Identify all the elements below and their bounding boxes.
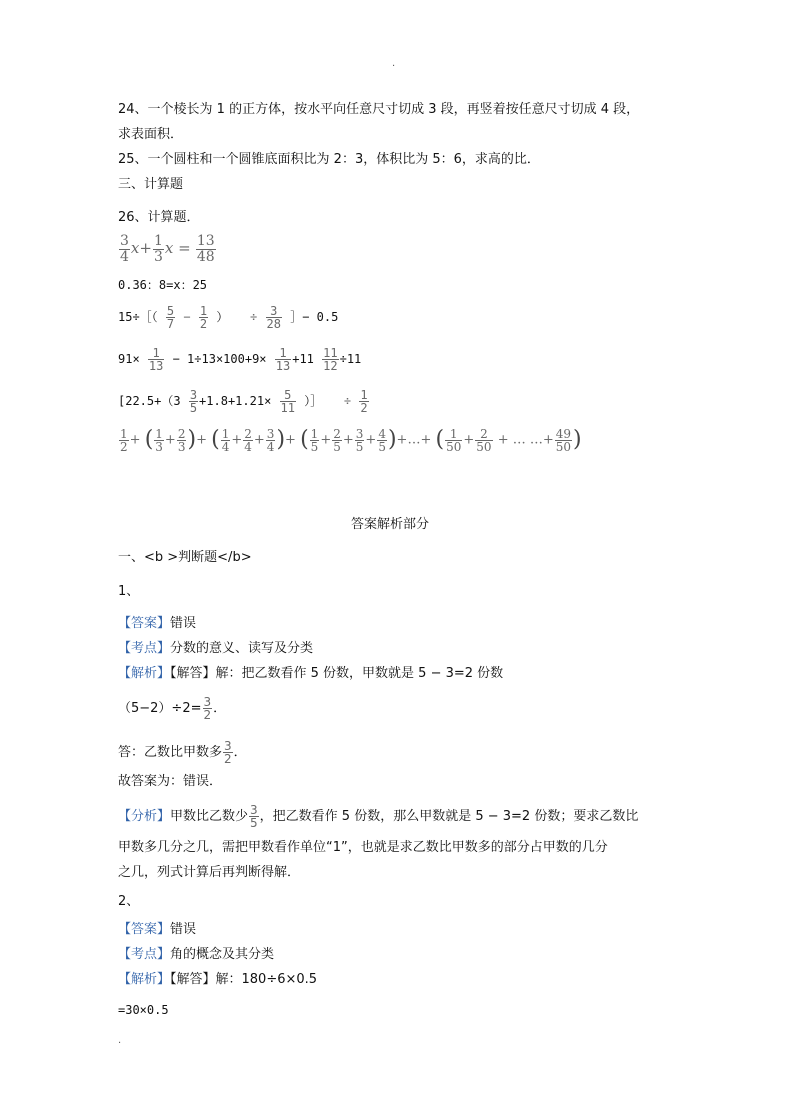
equation-3: 15÷［（ $\frac{5}{7}$ − $\frac{1}{2}$ ） ÷ $\frac{3}{28}$ ］− 0.5 (118, 304, 339, 331)
fraction-denominator: 7 (166, 317, 175, 331)
fraction (310, 428, 320, 453)
fraction-denominator: 4 (120, 249, 129, 265)
section-3-heading: 三、计算题 (118, 177, 184, 192)
fraction (280, 389, 296, 414)
fraction (153, 234, 164, 265)
fraction-denominator: 5 (333, 439, 341, 454)
fraction-denominator: 5 (310, 439, 319, 454)
fraction-numerator: 2 (333, 426, 341, 441)
fraction (555, 428, 572, 453)
reasoning-tag: 【分析】 (118, 809, 171, 824)
fraction (148, 347, 164, 372)
fraction-numerator: 3 (203, 695, 212, 709)
fraction-denominator: 12 (323, 359, 338, 373)
fraction (266, 305, 282, 330)
answers-title: 答案解析部分 (351, 517, 430, 532)
fraction-numerator: 1 (155, 426, 163, 441)
fraction-denominator: 4 (221, 439, 230, 454)
fraction-numerator: 2 (480, 426, 488, 441)
parenthesis: ( (211, 427, 220, 452)
answer-1-conclusion: 故答案为：错误． (118, 774, 223, 789)
answer-2-result: 【答案】错误 (118, 922, 197, 937)
fraction-denominator: 50 (555, 439, 572, 454)
fraction (249, 804, 259, 829)
question-24-line-2: 求表面积． (118, 127, 184, 142)
fraction (445, 428, 462, 453)
fraction-numerator: 3 (266, 426, 275, 441)
fraction (359, 389, 368, 414)
answer-2-number: 2、 (118, 894, 140, 909)
keypoint-tag: 【考点】 (118, 641, 171, 656)
fraction (119, 428, 129, 453)
keypoint-tag: 【考点】 (118, 947, 171, 962)
equation-1: $\frac{3}{4}$ x+ $\frac{1}{3}$ x = $\frac{13}{48}$ (120, 233, 215, 265)
fraction-denominator: 50 (446, 439, 462, 454)
fraction (332, 428, 342, 453)
fraction-numerator: 1 (221, 426, 230, 441)
parenthesis: ( (300, 427, 309, 452)
equation-2: 0.36：8=x：25 (118, 278, 208, 292)
fraction (166, 305, 175, 330)
fraction-numerator: 1 (152, 346, 160, 360)
fraction (177, 428, 187, 453)
answer-1-statement: 答：乙数比甲数多 $\frac{3}{2}$ ． (118, 739, 247, 766)
fraction-numerator: 1 (360, 388, 368, 402)
fraction-denominator: 11 (280, 401, 295, 415)
fraction (275, 347, 291, 372)
parenthesis: ) (387, 427, 397, 452)
parenthesis: ) (187, 427, 197, 452)
question-24-line-1: 24、一个棱长为 1 的正方体，按水平向任意尺寸切成 3 段，再竖着按任意尺寸切成 4 段， (118, 102, 640, 117)
fraction-denominator: 2 (360, 401, 368, 415)
parenthesis: ) (276, 427, 286, 452)
fraction-numerator: 3 (355, 426, 364, 441)
fraction (154, 428, 164, 453)
answer-1-reasoning-line-2: 甲数多几分之几，需把甲数看作单位“1”，也就是求乙数比甲数多的部分占甲数的几分 (118, 840, 608, 855)
fraction (221, 428, 231, 453)
fraction-numerator: 1 (279, 346, 287, 360)
fraction-numerator: 3 (250, 803, 258, 817)
fraction-numerator: 11 (323, 346, 338, 360)
fraction-numerator: 2 (244, 426, 252, 441)
fraction-denominator: 2 (199, 317, 208, 331)
fraction-numerator: 1 (153, 233, 163, 249)
fraction (203, 696, 213, 721)
fraction-numerator: 3 (270, 304, 278, 318)
fraction-denominator: 2 (120, 439, 128, 454)
fraction (189, 389, 198, 414)
answer-section-1: 一、<b >判断题</b> (118, 550, 252, 565)
answer-2-keypoint: 【考点】角的概念及其分类 (118, 947, 275, 962)
answer-1-result: 【答案】错误 (118, 616, 197, 631)
fraction-numerator: 1 (199, 304, 208, 318)
answer-2-analysis: 【解析】【解答】解：180÷6×0.5 (118, 972, 318, 987)
fraction-denominator: 5 (250, 816, 258, 830)
fraction-denominator: 3 (155, 439, 163, 454)
answer-1-reasoning-line-1: 【分析】甲数比乙数少 $\frac{3}{5}$ ，把乙数看作 5 份数，那么甲数就是 5 − 3=2 份数；要求乙数比 (118, 803, 639, 830)
fraction (475, 428, 492, 453)
question-26: 26、计算题． (118, 210, 200, 225)
fraction-numerator: 1 (449, 426, 458, 441)
fraction-denominator: 4 (266, 439, 275, 454)
fraction (243, 428, 253, 453)
fraction-numerator: 5 (284, 388, 292, 402)
answer-1-analysis: 【解析】【解答】解：把乙数看作 5 份数，甲数就是 5 − 3=2 份数 (118, 666, 504, 681)
fraction-numerator: 3 (224, 739, 232, 753)
answer-1-keypoint: 【考点】分数的意义、读写及分类 (118, 641, 314, 656)
fraction-denominator: 48 (196, 249, 215, 265)
equation-5: [22.5+（3 $\frac{3}{5}$ +1.8+1.21× $\frac{5}{11}$ ）］ ÷ $\frac{1}{2}$ (118, 388, 368, 415)
equation-4: 91× $\frac{1}{13}$ − 1÷13×100+9× $\frac{1}{13}$ +11 $\frac{11}{12}$ ÷11 (118, 346, 362, 373)
footer-dot: . (118, 1035, 122, 1046)
fraction (377, 428, 387, 453)
answer-1-reasoning-line-3: 之几，列式计算后再判断得解． (118, 865, 301, 880)
fraction (355, 428, 365, 453)
answer-2-step: =30×0.5 (118, 1003, 169, 1017)
fraction-numerator: 13 (196, 233, 215, 249)
fraction (266, 428, 276, 453)
fraction-denominator: 13 (148, 359, 164, 373)
fraction-denominator: 2 (203, 708, 212, 722)
fraction-numerator: 1 (120, 426, 128, 441)
fraction (199, 305, 208, 330)
fraction-denominator: 3 (153, 249, 163, 265)
answer-tag: 【答案】 (118, 922, 171, 937)
fraction-numerator: 3 (189, 388, 198, 402)
fraction-denominator: 5 (355, 439, 364, 454)
fraction-numerator: 49 (555, 426, 572, 441)
fraction (119, 234, 130, 265)
answer-1-number: 1、 (118, 584, 140, 599)
analysis-tag: 【解析】 (118, 972, 171, 987)
analysis-tag: 【解析】 (118, 666, 171, 681)
fraction-denominator: 13 (275, 359, 291, 373)
parenthesis: ( (144, 427, 154, 452)
equation-6: $\frac{1}{2}$ + ( $\frac{1}{3}$ + $\frac{2}{3}$ )+ ( $\frac{1}{4}$ + $\frac{2}{4}$ + $\frac{3}{4}$ )+ ( $\frac{1}{5}$ + $\frac{2}{5}$ + $\frac{3}{5}$ + $\frac{4}{5}$ )+…+ ( $\frac{1}{50}$ + $\frac{2}{50}$ + … …+ $\frac{49}{50}$ ) (120, 426, 582, 454)
fraction-numerator: 4 (378, 426, 386, 441)
fraction-denominator: 50 (476, 439, 492, 454)
parenthesis: ) (573, 427, 582, 452)
fraction (196, 234, 216, 265)
fraction (322, 347, 338, 372)
fraction-denominator: 2 (224, 752, 232, 766)
fraction-numerator: 2 (177, 426, 186, 441)
fraction-denominator: 5 (189, 401, 198, 415)
fraction-denominator: 3 (177, 439, 186, 454)
header-dot: . (392, 58, 396, 69)
question-25: 25、一个圆柱和一个圆锥底面积比为 2：3，体积比为 5：6，求高的比． (118, 152, 540, 167)
fraction-denominator: 4 (244, 439, 252, 454)
fraction-numerator: 5 (166, 304, 175, 318)
answer-1-calculation: （5−2）÷2= $\frac{3}{2}$ ． (118, 695, 227, 722)
answer-tag: 【答案】 (118, 616, 171, 631)
fraction (223, 740, 233, 765)
fraction-denominator: 28 (266, 317, 281, 331)
fraction-numerator: 1 (310, 426, 319, 441)
fraction-denominator: 5 (378, 439, 386, 454)
parenthesis: ( (435, 427, 445, 452)
fraction-numerator: 3 (120, 233, 129, 249)
